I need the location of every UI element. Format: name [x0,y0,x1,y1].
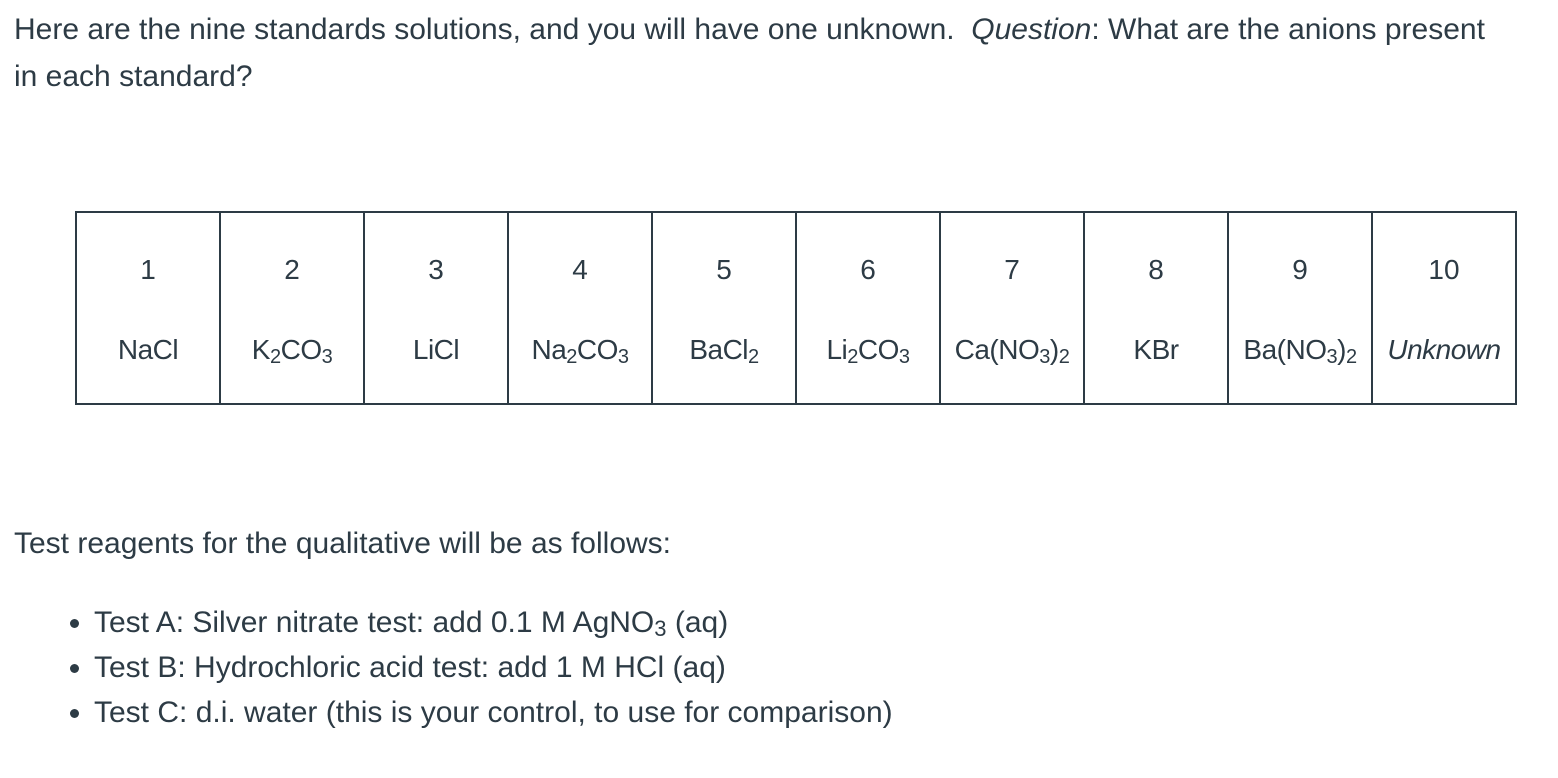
standard-number: 10 [1428,254,1460,285]
reagent-item [94,690,893,735]
standard-cell-8 [1084,212,1228,404]
standard-formula [509,333,651,367]
formula-subscript: 3 [898,346,910,368]
standard-formula [1229,333,1371,367]
formula-text: CO [280,334,322,365]
standard-formula [941,333,1083,367]
formula-subscript: 2 [1058,346,1070,368]
formula-subscript: 2 [566,346,577,368]
standard-number: 6 [860,254,876,285]
standard-formula [77,333,219,367]
reagent-text: Test A: Silver nitrate test: add 0.1 M AgNO [94,606,655,639]
formula-text: Na [531,334,567,365]
intro-paragraph [14,6,1514,100]
formula-subscript: 3 [321,346,333,368]
formula-text: ) [1337,334,1346,365]
reagent-text: Test B: Hydrochloric acid test: add 1 M HCl (aq) [94,651,726,684]
standard-formula [221,333,363,367]
standard-formula [797,333,939,367]
formula-subscript: 2 [748,346,759,368]
formula-text: BaCl [689,334,749,365]
standard-formula [365,333,507,367]
standards-table [75,211,1517,405]
standard-number: 2 [284,254,300,285]
standard-cell-2 [220,212,364,404]
formula-subscript: 2 [847,346,858,368]
formula-text: Li [826,334,848,365]
reagent-subscript: 3 [654,616,667,641]
intro-lead: Here are the nine standards solutions, and you will have one unknown. [14,13,955,46]
formula-text: KBr [1133,334,1179,365]
standard-cell-4 [508,212,652,404]
formula-text: CO [857,334,899,365]
reagent-item [94,645,893,690]
question-text: : What are the anions present in each standard? [14,13,1485,93]
standard-number: 8 [1148,254,1164,285]
standards-row [76,212,1516,404]
standard-cell-10 [1372,212,1516,404]
reagent-item [94,600,893,645]
standard-cell-1 [76,212,220,404]
standard-number: 4 [572,254,588,285]
question-label: Question [971,13,1092,46]
formula-text: K [251,334,270,365]
formula-text: LiCl [412,334,460,365]
standard-number: 5 [716,254,732,285]
reagent-list [54,600,893,735]
standard-formula [1085,333,1227,367]
formula-subscript: 3 [1326,346,1338,368]
formula-subscript: 3 [617,346,629,368]
formula-text: NaCl [117,334,179,365]
formula-subscript: 3 [1039,346,1050,368]
standard-number: 1 [140,254,156,285]
formula-text: Ca(NO [954,334,1040,365]
standard-cell-6 [796,212,940,404]
formula-text: CO [576,334,618,365]
standard-cell-9 [1228,212,1372,404]
standard-cell-5 [652,212,796,404]
formula-text: Unknown [1387,334,1501,365]
reagent-text: (aq) [666,606,729,639]
formula-subscript: 2 [269,346,281,368]
reagents-intro: Test reagents for the qualitative will be as follows: [14,527,671,560]
standard-cell-7 [940,212,1084,404]
standard-number: 3 [428,254,444,285]
standard-cell-3 [364,212,508,404]
standard-formula [653,333,795,367]
formula-text: Ba(NO [1243,334,1327,365]
reagent-text: Test C: d.i. water (this is your control, to use for comparison) [94,696,893,729]
standard-formula [1373,333,1515,367]
formula-subscript: 2 [1345,346,1357,368]
formula-text: ) [1049,334,1059,365]
standard-number: 9 [1292,254,1308,285]
standard-number: 7 [1004,254,1020,285]
